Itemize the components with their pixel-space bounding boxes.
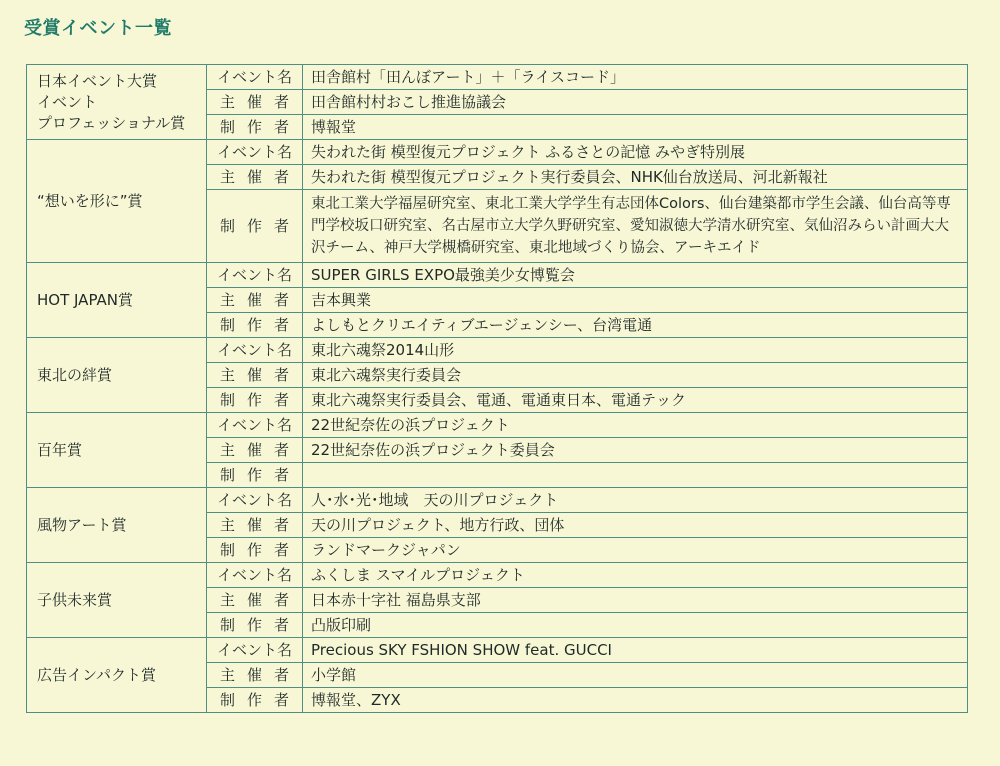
page-title: 受賞イベント一覧 <box>24 18 172 39</box>
producer-value: よしもとクリエイティブエージェンシー、台湾電通 <box>303 313 968 338</box>
award-row-event-name <box>27 413 968 438</box>
event-name-label: イベント名 <box>216 566 292 584</box>
award-row-event-name <box>27 488 968 513</box>
role-label-cell <box>207 165 303 190</box>
event-name-label: イベント名 <box>216 416 292 434</box>
organizer-label: 主催者 <box>219 591 301 609</box>
award-name-line: 広告インパクト賞 <box>37 665 156 684</box>
award-name-cell <box>27 338 207 413</box>
role-label-cell <box>207 513 303 538</box>
producer-label: 制作者 <box>219 466 301 484</box>
producer-label: 制作者 <box>219 217 301 235</box>
award-row-event-name <box>27 140 968 165</box>
event-name-value: 人･水･光･地域 天の川プロジェクト <box>303 488 968 513</box>
award-row-event-name <box>27 263 968 288</box>
producer-label: 制作者 <box>219 541 301 559</box>
organizer-label: 主催者 <box>219 366 301 384</box>
organizer-label: 主催者 <box>219 516 301 534</box>
role-label-cell <box>207 65 303 90</box>
role-label-cell <box>207 463 303 488</box>
organizer-label: 主催者 <box>219 666 301 684</box>
award-name-line: 風物アート賞 <box>37 515 127 534</box>
organizer-value: 失われた街 模型復元プロジェクト実行委員会、NHK仙台放送局、河北新報社 <box>303 165 968 190</box>
role-label-cell <box>207 538 303 563</box>
event-name-value: ふくしま スマイルプロジェクト <box>303 563 968 588</box>
role-label-cell <box>207 140 303 165</box>
awards-table-body <box>27 65 968 713</box>
award-name-line: プロフェッショナル賞 <box>37 113 186 132</box>
producer-value: 東北六魂祭実行委員会、電通、電通東日本、電通テック <box>303 388 968 413</box>
producer-value: ランドマークジャパン <box>303 538 968 563</box>
role-label-cell <box>207 688 303 713</box>
event-name-value: Precious SKY FSHION SHOW feat. GUCCI <box>303 638 968 663</box>
producer-label: 制作者 <box>219 118 301 136</box>
award-row-event-name <box>27 638 968 663</box>
role-label-cell <box>207 413 303 438</box>
event-name-value: 22世紀奈佐の浜プロジェクト <box>303 413 968 438</box>
award-name-line: 百年賞 <box>37 440 83 459</box>
award-name-line: 東北の絆賞 <box>37 365 113 384</box>
role-label-cell <box>207 338 303 363</box>
role-label-cell <box>207 363 303 388</box>
award-name-cell <box>27 563 207 638</box>
producer-label: 制作者 <box>219 316 301 334</box>
role-label-cell <box>207 90 303 115</box>
award-name-cell <box>27 488 207 563</box>
event-name-label: イベント名 <box>216 341 292 359</box>
organizer-value: 小学館 <box>303 663 968 688</box>
producer-value: 東北工業大学福屋研究室、東北工業大学学生有志団体Colors、仙台建築都市学生会議、仙台高等専門学校坂口研究室、名古屋市立大学久野研究室、愛知淑徳大学清水研究室、気仙沼みらい計画大大沢チーム、神戸大学槻橋研究室、東北地域づくり協会、アーキエイド <box>303 190 968 263</box>
event-name-label: イベント名 <box>216 68 292 86</box>
producer-value: 凸版印刷 <box>303 613 968 638</box>
role-label-cell <box>207 638 303 663</box>
event-name-value: 失われた街 模型復元プロジェクト ふるさとの記憶 みやぎ特別展 <box>303 140 968 165</box>
producer-value <box>303 463 968 488</box>
award-name-cell <box>27 413 207 488</box>
event-name-label: イベント名 <box>216 491 292 509</box>
role-label-cell <box>207 388 303 413</box>
role-label-cell <box>207 313 303 338</box>
role-label-cell <box>207 488 303 513</box>
award-name-line: 日本イベント大賞 <box>37 71 158 90</box>
award-name-cell <box>27 638 207 713</box>
award-row-event-name <box>27 338 968 363</box>
producer-label: 制作者 <box>219 616 301 634</box>
role-label-cell <box>207 190 303 263</box>
role-label-cell <box>207 563 303 588</box>
producer-label: 制作者 <box>219 391 301 409</box>
award-name-cell <box>27 140 207 263</box>
award-name-line: “想いを形に”賞 <box>37 191 143 210</box>
award-name-line: HOT JAPAN賞 <box>37 290 134 309</box>
role-label-cell <box>207 115 303 140</box>
organizer-label: 主催者 <box>219 168 301 186</box>
award-name-line: 子供未来賞 <box>37 590 113 609</box>
organizer-label: 主催者 <box>219 441 301 459</box>
producer-value: 博報堂、ZYX <box>303 688 968 713</box>
producer-value: 博報堂 <box>303 115 968 140</box>
event-name-label: イベント名 <box>216 266 292 284</box>
event-name-label: イベント名 <box>216 641 292 659</box>
event-name-label: イベント名 <box>216 143 292 161</box>
role-label-cell <box>207 288 303 313</box>
producer-label: 制作者 <box>219 691 301 709</box>
role-label-cell <box>207 663 303 688</box>
organizer-value: 吉本興業 <box>303 288 968 313</box>
awards-table <box>26 64 968 713</box>
event-name-value: 田舎館村「田んぼアート」＋「ライスコード」 <box>303 65 968 90</box>
role-label-cell <box>207 588 303 613</box>
event-name-value: SUPER GIRLS EXPO最強美少女博覧会 <box>303 263 968 288</box>
award-name-cell <box>27 65 207 140</box>
organizer-value: 日本赤十字社 福島県支部 <box>303 588 968 613</box>
award-name-line: イベント <box>37 92 98 111</box>
organizer-value: 田舎館村村おこし推進協議会 <box>303 90 968 115</box>
role-label-cell <box>207 263 303 288</box>
organizer-value: 天の川プロジェクト、地方行政、団体 <box>303 513 968 538</box>
organizer-label: 主催者 <box>219 93 301 111</box>
organizer-label: 主催者 <box>219 291 301 309</box>
award-name-cell <box>27 263 207 338</box>
event-name-value: 東北六魂祭2014山形 <box>303 338 968 363</box>
organizer-value: 22世紀奈佐の浜プロジェクト委員会 <box>303 438 968 463</box>
award-row-event-name <box>27 65 968 90</box>
role-label-cell <box>207 613 303 638</box>
organizer-value: 東北六魂祭実行委員会 <box>303 363 968 388</box>
role-label-cell <box>207 438 303 463</box>
award-row-event-name <box>27 563 968 588</box>
